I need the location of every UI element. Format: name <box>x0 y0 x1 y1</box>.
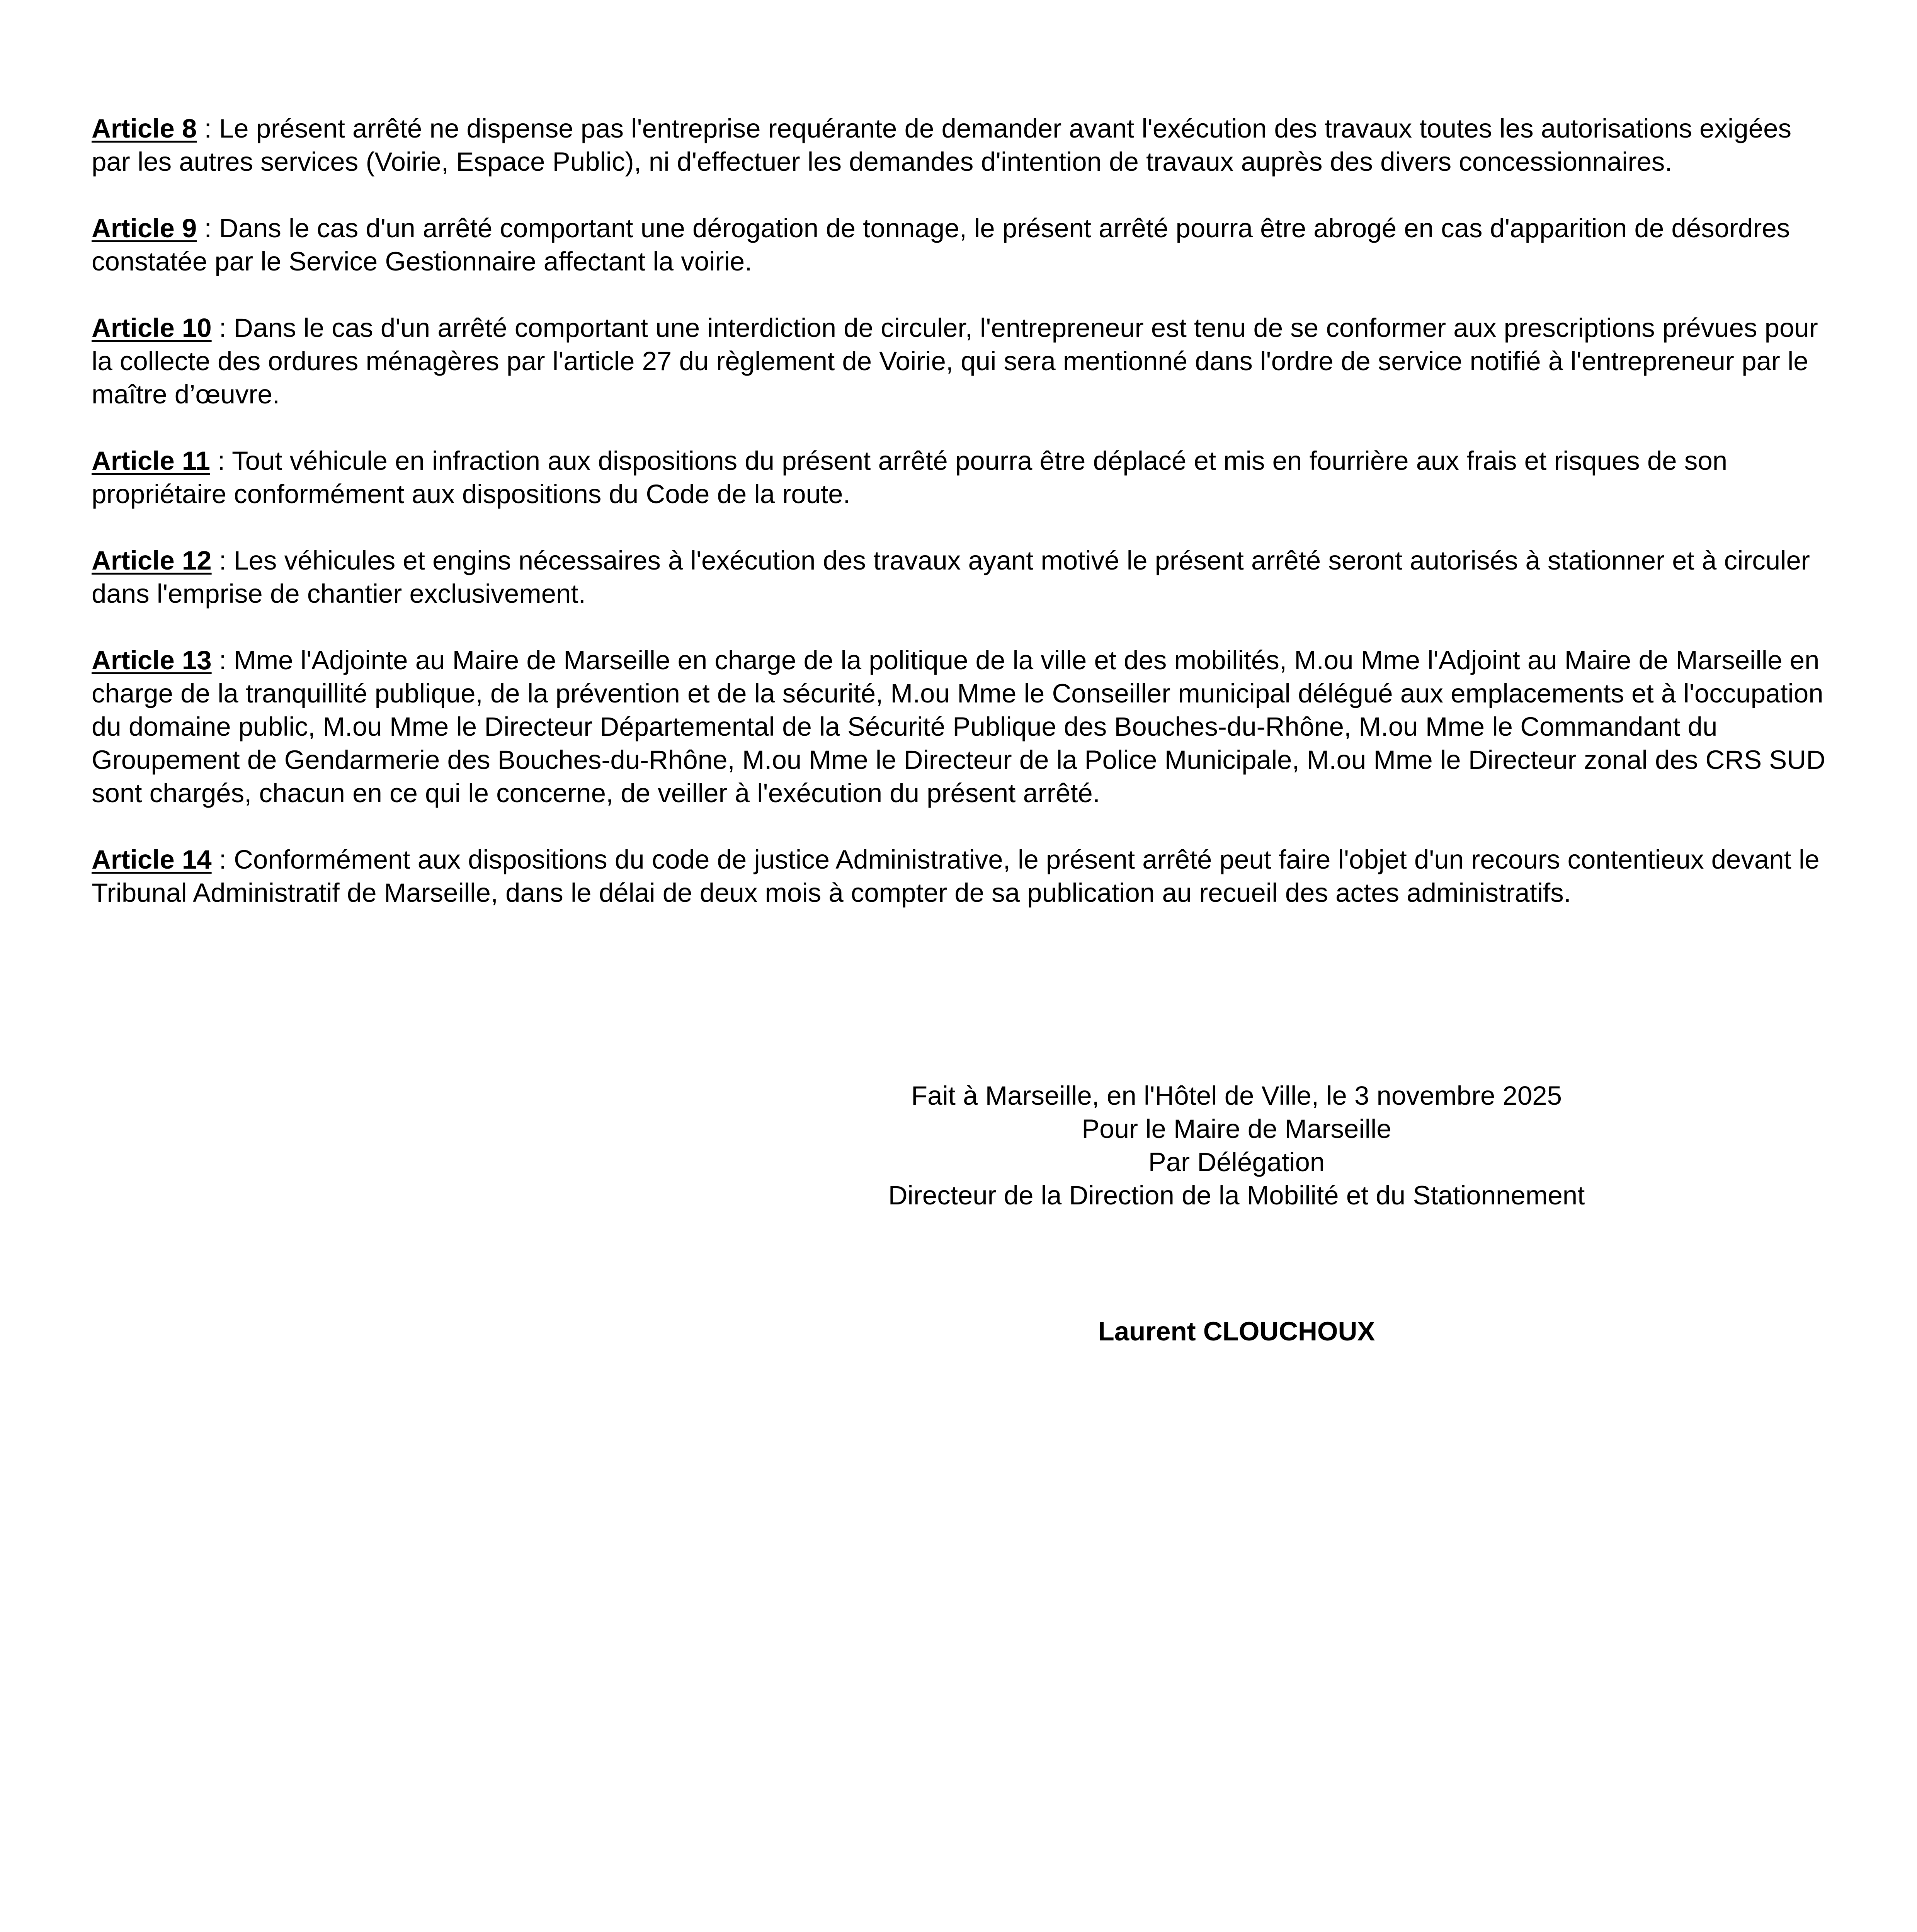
article-text: : Dans le cas d'un arrêté comportant une dérogation de tonnage, le présent arrêté pourra être abrogé en cas d'apparition de désordres constatée par le Service Gestionnaire affectant la voirie. <box>92 213 1790 276</box>
article-text: : Conformément aux dispositions du code de justice Administrative, le présent arrêté peut faire l'objet d'un recours contentieux devant le Tribunal Administratif de Marseille, dans le délai de deux mois à compter de sa publication au recueil des actes administratifs. <box>92 845 1820 908</box>
article-title: Article 9 <box>92 213 197 243</box>
article-title: Article 12 <box>92 546 212 575</box>
article-text: : Tout véhicule en infraction aux dispositions du présent arrêté pourra être déplacé et mis en fourrière aux frais et risques de son propriétaire conformément aux dispositions du Code de la route. <box>92 446 1728 509</box>
delegation: Par Délégation <box>1148 1147 1325 1177</box>
article-11 <box>92 444 1830 511</box>
article-12 <box>92 544 1830 611</box>
place-date: Fait à Marseille, en l'Hôtel de Ville, le 3 novembre 2025 <box>911 1081 1562 1111</box>
for-mayor: Pour le Maire de Marseille <box>1082 1114 1391 1144</box>
signer-function: Directeur de la Direction de la Mobilité et du Stationnement <box>888 1180 1585 1210</box>
article-10 <box>92 311 1830 411</box>
article-13 <box>92 644 1830 810</box>
article-title: Article 8 <box>92 114 197 143</box>
signer-name: Laurent CLOUCHOUX <box>1098 1316 1375 1346</box>
article-text: : Mme l'Adjointe au Maire de Marseille en charge de la politique de la ville et des mobilités, M.ou Mme l'Adjoint au Maire de Marseille en charge de la tranquillité publique, de la prévention et de la sécurité, M.ou Mme le Conseiller municipal délégué aux emplacements et à l'occupation du domaine public, M.ou Mme le Directeur Départemental de la Sécurité Publique des Bouches-du-Rhône, M.ou Mme le Commandant du Groupement de Gendarmerie des Bouches-du-Rhône, M.ou Mme le Directeur de la Police Municipale, M.ou Mme le Directeur zonal des CRS SUD sont chargés, chacun en ce qui le concerne, de veiller à l'exécution du présent arrêté. <box>92 645 1825 808</box>
article-9 <box>92 212 1830 278</box>
article-text: : Le présent arrêté ne dispense pas l'entreprise requérante de demander avant l'exécution des travaux toutes les autorisations exigées par les autres services (Voirie, Espace Public), ni d'effectuer les demandes d'intention de travaux auprès des divers concessionnaires. <box>92 114 1791 177</box>
article-text: : Les véhicules et engins nécessaires à l'exécution des travaux ayant motivé le présent arrêté seront autorisés à stationner et à circuler dans l'emprise de chantier exclusivement. <box>92 546 1810 609</box>
closing-block <box>773 1079 1700 1212</box>
articles-section <box>92 112 1830 943</box>
article-text: : Dans le cas d'un arrêté comportant une interdiction de circuler, l'entrepreneur est tenu de se conformer aux prescriptions prévues pour la collecte des ordures ménagères par l'article 27 du règlement de Voirie, qui sera mentionné dans l'ordre de service notifié à l'entrepreneur par le maître d’œuvre. <box>92 313 1818 409</box>
article-title: Article 13 <box>92 645 212 675</box>
article-title: Article 10 <box>92 313 212 343</box>
article-14 <box>92 843 1830 910</box>
article-title: Article 11 <box>92 446 210 476</box>
article-title: Article 14 <box>92 845 212 874</box>
article-8 <box>92 112 1830 179</box>
